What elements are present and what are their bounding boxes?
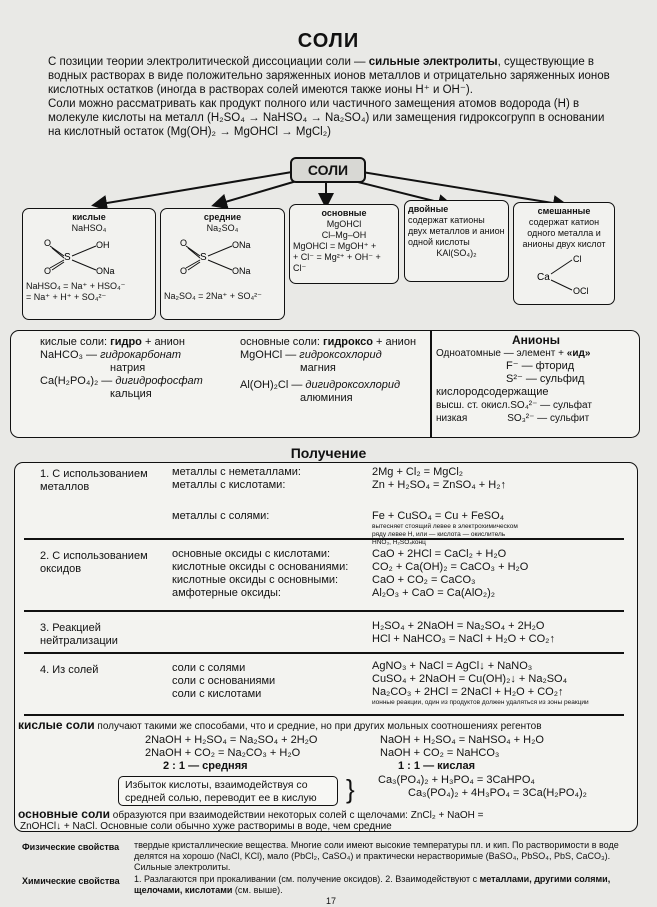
basic-salt-dissociation-1: MgOHCl = MgOH⁺ + — [293, 241, 377, 251]
oxygen-containing: кислородсодержащие — [436, 386, 549, 398]
prep-equation: CaO + 2HCl = CaCl₂ + H₂O — [372, 548, 507, 560]
hydro-prefix: гидро — [110, 336, 142, 348]
prep-equation: H₂SO₄ + 2NaOH = Na₂SO₄ + 2H₂O — [372, 620, 545, 632]
basic-salts-box — [289, 204, 399, 284]
double-salts-description: содержат катионы двух металлов и анион одной кислоты — [408, 215, 505, 247]
prep-divider — [24, 610, 624, 612]
basic-example-1 — [240, 349, 430, 362]
sulfate: высш. ст. окисл.SO₄²⁻ — сульфат — [436, 400, 592, 411]
naming-text: + анион — [141, 336, 185, 348]
basic-salts-prep-text-2: ZnOHCl↓ + NaCl. Основные соли обычно хуже растворимы в воде, чем средние — [20, 821, 392, 832]
mixed-salt-structure — [517, 250, 612, 296]
prep-equation: Ca₃(PO₄)₂ + H₃PO₄ = 3CaHPO₄ — [378, 774, 535, 786]
acid-salts-prep — [18, 719, 638, 733]
ratio-acid: 1 : 1 — кислая — [398, 760, 476, 772]
naming-formula: Ca(H₂PO₄)₂ — — [40, 375, 116, 387]
prep-equation: 2Mg + Cl₂ = MgCl₂ — [372, 466, 464, 478]
double-salts-title: двойные — [408, 204, 449, 214]
prep-equation: CuSO₄ + 2NaOH = Cu(OH)₂↓ + Na₂SO₄ — [372, 673, 568, 685]
naming-prefix-name: гидроксохлорид — [299, 349, 382, 361]
prep-2-equations — [372, 548, 632, 600]
svg-text:ONa: ONa — [96, 266, 115, 276]
prep-method-3: 3. Реакцией нейтрализации — [40, 622, 118, 647]
prep-label: соли с солями — [172, 662, 246, 674]
naming-text: кислые соли: — [40, 336, 111, 348]
svg-text:Cl: Cl — [573, 254, 582, 264]
prep-2-labels — [172, 548, 372, 600]
svg-text:S: S — [64, 252, 71, 263]
svg-text:OCl: OCl — [573, 286, 589, 296]
prep-equation: 2NaOH + CO₂ = Na₂CO₃ + H₂O — [145, 747, 301, 759]
acid-naming-rule — [40, 336, 235, 349]
prep-divider — [24, 538, 624, 540]
prep-4-note: ионные реакции, один из продуктов должен удаляться из зоны реакции — [372, 699, 589, 706]
prep-1-note: вытесняет стоящий левее в электрохимическом ряду левее H, или — кислота — окислитель HNO₃, H₂SO₄конц — [372, 523, 518, 546]
basic-salts-formula: MgOHCl — [326, 219, 362, 229]
svg-text:ONa: ONa — [232, 240, 251, 250]
hydroxo-prefix: гидроксо — [322, 336, 373, 348]
excess-acid-note: Избыток кислоты, взаимодействуя со средней солью, переводит ее в кислую — [118, 776, 338, 806]
prep-label: основные оксиды с кислотами: — [172, 548, 331, 560]
naming-prefix-name: дигидроксохлорид — [305, 379, 401, 391]
intro-text-part: С позиции теории электролитической диссоциации соли — — [48, 56, 369, 68]
prep-label: кислотные оксиды с основными: — [172, 574, 339, 586]
anions-mono-rule — [436, 347, 636, 360]
prep-divider — [24, 714, 624, 716]
acid-salts-left-eqs — [145, 734, 365, 773]
salts-root-box: СОЛИ — [290, 157, 366, 183]
curly-brace: } — [346, 774, 355, 804]
basic-example-2-metal: алюминия — [300, 392, 353, 404]
normal-salts-box — [160, 208, 285, 320]
prep-equation: NaOH + H₂SO₄ = NaHSO₄ + H₂O — [380, 734, 544, 746]
chemical-properties-label: Химические свойства — [22, 876, 120, 886]
chemical-properties-text — [134, 874, 636, 896]
acid-salts-naming — [40, 336, 235, 401]
preparation-heading: Получение — [290, 445, 367, 461]
prep-label: металлы с неметаллами: — [172, 466, 301, 478]
acid-salts-box — [22, 208, 156, 320]
prep-label: металлы с солями: — [172, 510, 270, 522]
prep-equation: NaOH + CO₂ = NaHCO₃ — [380, 747, 500, 759]
prep-equation: Zn + H₂SO₄ = ZnSO₄ + H₂↑ — [372, 479, 506, 491]
prep-equation: Fe + CuSO₄ = Cu + FeSO₄ — [372, 510, 505, 522]
prep-1-equations — [372, 466, 632, 547]
basic-salt-structure: Cl–Mg–OH — [321, 230, 367, 240]
mixed-salts-description: содержат катион одного металла и анионы двух кислот — [522, 217, 606, 249]
sulfite: SO₃²⁻ — сульфит — [507, 413, 590, 424]
mixed-salts-box — [513, 202, 615, 305]
acid-salts-prep-text: получают такими же способами, что и средние, но при других мольных соотношениях регентов — [94, 721, 542, 732]
basic-naming-rule — [240, 336, 430, 349]
normal-salt-structure — [164, 234, 279, 278]
acid-salts-label: кислые соли — [18, 718, 95, 732]
prep-label: соли с кислотами — [172, 688, 262, 700]
mixed-salts-title: смешанные — [537, 206, 591, 216]
double-salts-box — [404, 200, 509, 282]
anions-panel — [436, 334, 636, 425]
svg-text:S: S — [200, 252, 207, 263]
chemical-text: (см. выше). — [232, 885, 283, 895]
acid-example-2-metal: кальция — [110, 388, 152, 400]
svg-text:Ca: Ca — [537, 272, 550, 283]
page-number: 17 — [325, 896, 336, 906]
prep-method-1: 1. С использованием металлов — [40, 468, 148, 493]
svg-text:O: O — [180, 266, 188, 276]
sulfite-row — [436, 412, 636, 425]
page-title: СОЛИ — [297, 30, 360, 52]
acid-salt-structure — [26, 234, 146, 278]
naming-text: основные соли: — [240, 336, 323, 348]
prep-equation: Ca₃(PO₄)₂ + 4H₃PO₄ = 3Ca(H₂PO₄)₂ — [408, 787, 587, 799]
basic-example-1-metal: магния — [300, 362, 336, 374]
anions-text: Одноатомные — элемент + — [436, 348, 567, 359]
physical-properties-text: твердые кристаллические вещества. Многие соли имеют высокие температуры пл. и кип. По растворимости в воде делятся на хорошо (NaCl, KCl), мало (PbCl₂, CaSO₄) и практически нерастворимые (BaSO₄, PbSO₄, PbS, CaCO₃). Сильные электролиты. — [134, 840, 619, 872]
basic-salt-dissociation-2: + Cl⁻ = Mg²⁺ + OH⁻ + Cl⁻ — [293, 252, 381, 273]
id-suffix: «ид» — [566, 348, 591, 359]
naming-prefix-name: дигидрофосфат — [115, 375, 203, 387]
svg-text:OH: OH — [96, 240, 110, 250]
excess-acid-equations — [378, 774, 633, 800]
basic-salts-naming — [240, 336, 430, 405]
svg-text:O: O — [44, 266, 52, 276]
prep-label: металлы с кислотами: — [172, 479, 286, 491]
prep-equation: Al₂O₃ + CaO = Ca(AlO₂)₂ — [372, 587, 496, 599]
basic-salts-prep-text: образуются при взаимодействии некоторых солей с щелочами: ZnCl₂ + NaOH = — [110, 810, 484, 821]
naming-text: + анион — [372, 336, 417, 348]
svg-text:O: O — [44, 238, 52, 248]
basic-example-2 — [240, 379, 430, 392]
anions-heading: Анионы — [511, 333, 561, 347]
prep-3-equations — [372, 620, 632, 646]
chemical-text: 1. Разлагаются при прокаливании (см. получение оксидов). 2. Взаимодействуют с — [134, 874, 480, 884]
prep-label: соли с основаниями — [172, 675, 276, 687]
acid-example-2 — [40, 375, 235, 388]
prep-divider — [24, 652, 624, 654]
prep-equation: HCl + NaHCO₃ = NaCl + H₂O + CO₂↑ — [372, 633, 555, 645]
naming-formula: Al(OH)₂Cl — — [240, 379, 306, 391]
low-oxidation: низкая — [436, 413, 468, 424]
prep-method-4: 4. Из солей — [40, 664, 99, 676]
naming-formula: MgOHCl — — [240, 349, 300, 361]
ratio-normal: 2 : 1 — средняя — [163, 760, 248, 772]
prep-label: амфотерные оксиды: — [172, 587, 281, 599]
fluoride: F⁻ — фторид — [506, 360, 575, 372]
acid-salt-dissociation-1: NaHSO₄ = Na⁺ + HSO₄⁻ — [26, 281, 126, 291]
prep-equation: Na₂CO₃ + 2HCl = 2NaCl + H₂O + CO₂↑ — [372, 686, 564, 698]
prep-equation: CO₂ + Ca(OH)₂ = CaCO₃ + H₂O — [372, 561, 529, 573]
prep-method-2: 2. С использованием оксидов — [40, 550, 148, 575]
sulfide: S²⁻ — сульфид — [506, 373, 585, 385]
normal-salts-title: средние — [203, 212, 242, 222]
acid-salts-right-eqs — [380, 734, 630, 773]
acid-example-1 — [40, 349, 235, 362]
naming-prefix-name: гидрокарбонат — [100, 349, 182, 361]
prep-label: кислотные оксиды с основаниями: — [172, 561, 349, 573]
intro-strong-electrolytes: сильные электролиты — [368, 56, 498, 68]
prep-equation: AgNO₃ + NaCl = AgCl↓ + NaNO₃ — [372, 660, 533, 672]
prep-equation: 2NaOH + H₂SO₄ = Na₂SO₄ + 2H₂O — [145, 734, 318, 746]
svg-text:O: O — [180, 238, 188, 248]
prep-4-labels — [172, 662, 362, 701]
physical-properties-label: Физические свойства — [22, 842, 120, 852]
double-salts-formula: KAl(SO₄)₂ — [436, 248, 477, 258]
naming-divider — [430, 330, 432, 438]
acid-salt-dissociation-2: = Na⁺ + H⁺ + SO₄²⁻ — [26, 292, 107, 302]
intro-paragraph-2: Соли можно рассматривать как продукт полного или частичного замещения атомов водорода (H) в молекуле кислоты на металл (H₂SO₄ → NaHSO₄ → Na₂SO₄) или замещения гидроксогрупп в основании на кислотный остаток (Mg(OH)₂ → MgOHCl → MgCl₂) — [48, 98, 605, 138]
prep-equation: CaO + CO₂ = CaCO₃ — [372, 574, 476, 586]
prep-4-equations — [372, 660, 634, 707]
normal-salts-formula: Na₂SO₄ — [206, 223, 239, 233]
acid-salts-formula: NaHSO₄ — [71, 223, 107, 233]
prep-1-labels — [172, 466, 362, 523]
normal-salt-dissociation: Na₂SO₄ = 2Na⁺ + SO₄²⁻ — [164, 291, 262, 301]
intro-text-part: , существующие в водных растворах в виде положительно заряженных ионов металлов и отрицательно заряженных ионов кислотных остатков (иногда в растворах солей имеются также ионы H⁺ и OH⁻). — [48, 56, 610, 96]
basic-salts-label: основные соли — [18, 807, 111, 821]
acid-example-1-metal: натрия — [110, 362, 146, 374]
basic-salts-title: основные — [321, 208, 367, 218]
acid-salts-title: кислые — [72, 212, 106, 222]
svg-text:ONa: ONa — [232, 266, 251, 276]
naming-formula: NaHCO₃ — — [40, 349, 101, 361]
chemical-reactants: металлами, другими солями, щелочами, кислотами — [134, 874, 611, 895]
